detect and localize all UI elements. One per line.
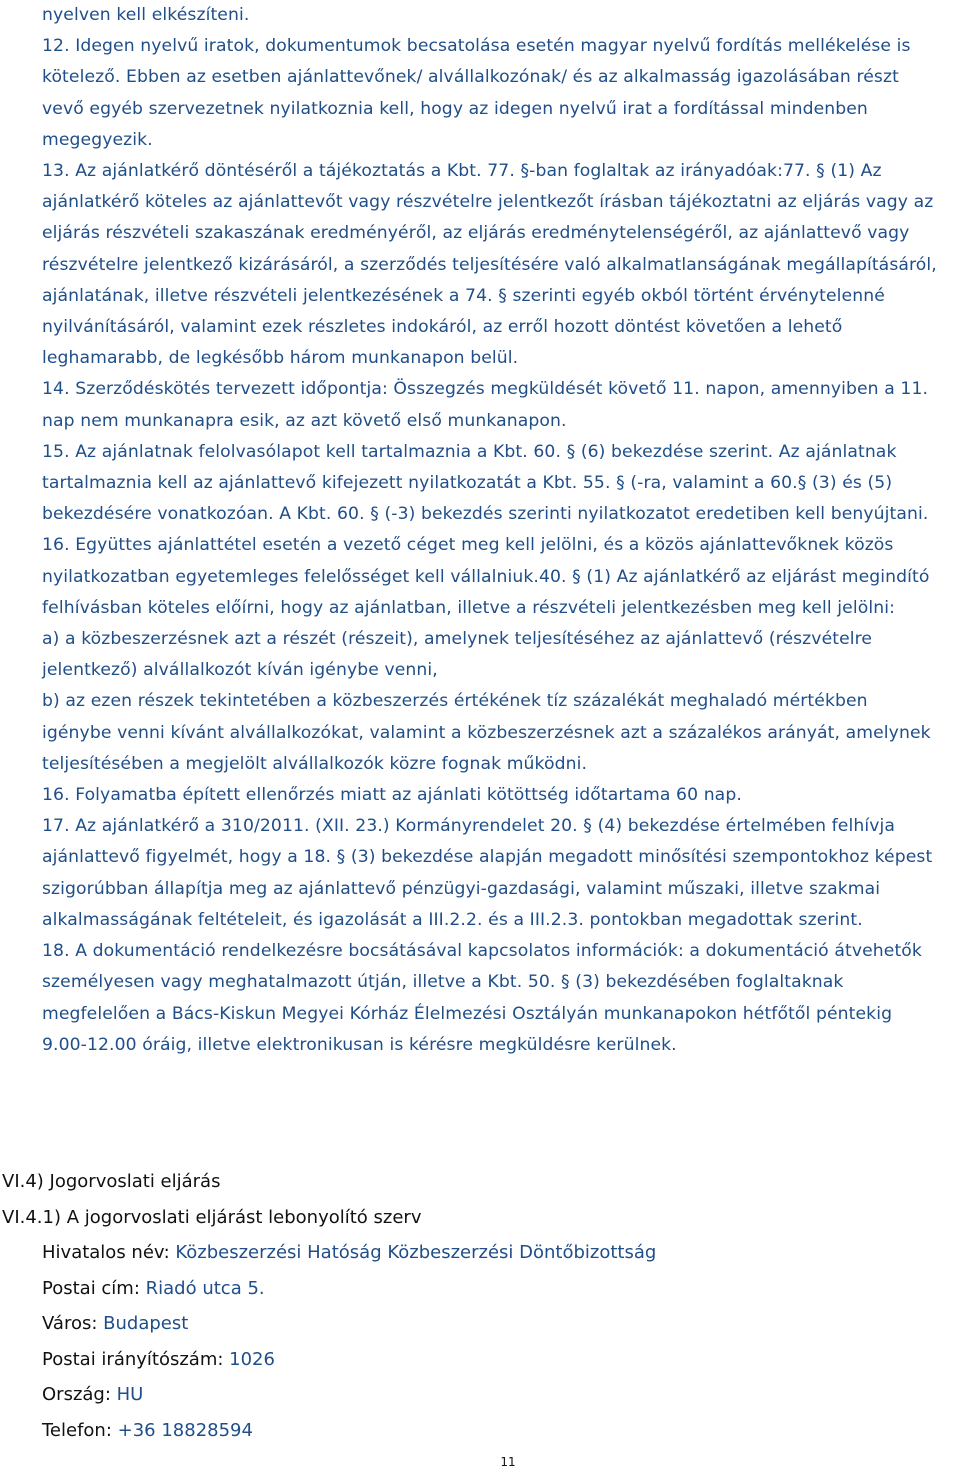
paragraph-17-qualification: 17. Az ajánlatkérő a 310/2011. (XII. 23.) Kormányrendelet 20. § (4) bekezdése értelmében felhívja ajánlattevő figyelmét, hogy a 18. § (3) bekezdése alapján megadott minősítési szempontokhoz képest szigorúbban állapítja meg az ajánlattevő pénzügyi-gazdasági, valamint műszaki, illetve szakmai alkalmasságának feltételeit, és igazolását a III.2.2. és a III.2.3. pontokban megadottak szerint.	[42, 816, 933, 930]
section-subheading: VI.4.1) A jogorvoslati eljárást lebonyolító szerv	[2, 1206, 422, 1228]
paragraph-18-documentation: 18. A dokumentáció rendelkezésre bocsátásával kapcsolatos információk: a dokumentáció átvehetők személyesen vagy meghatalmazott útján, illetve a Kbt. 50. § (3) bekezdésében foglaltaknak megfelelően a Bács-Kiskun Megyei Kórház Élelmezési Osztályán munkanapokon hétfőtől péntekig 9.00-12.00 óráig, illetve elektronikusan is kérésre megküldésre kerülnek.	[42, 941, 922, 1055]
field-postal-code	[0, 1342, 940, 1378]
paragraph-13-decision-notice: 13. Az ajánlatkérő döntéséről a tájékoztatás a Kbt. 77. §-ban foglaltak az irányadóak:77. § (1) Az ajánlatkérő köteles az ajánlattevőt vagy részvételre jelentkezőt írásban tájékoztatni az eljárás vagy az eljárás részvételi szakaszának eredményéről, az eljárás eredménytelenségéről, az ajánlattevő vagy részvételre jelentkező kizárásáról, a szerződés teljesítésére való alkalmatlanságának megállapításáról, ajánlatának, illetve részvételi jelentkezésének a 74. § szerinti egyéb okból történt érvénytelenné nyilvánításáról, valamint ezek részletes indokáról, az erről hozott döntést követően a lehető leghamarabb, de legkésőbb három munkanapon belül.	[42, 161, 937, 369]
field-value: Riadó utca 5.	[145, 1277, 265, 1299]
field-label: Város:	[42, 1313, 104, 1334]
paragraph-16-binding-period: 16. Folyamatba épített ellenőrzés miatt az ajánlati kötöttség időtartama 60 nap.	[42, 785, 742, 806]
field-label: Telefon:	[42, 1419, 118, 1441]
section-heading: VI.4) Jogorvoslati eljárás	[2, 1171, 221, 1192]
field-value: Közbeszerzési Hatóság Közbeszerzési Döntőbizottság	[175, 1242, 657, 1263]
paragraph-15-reading-sheet: 15. Az ajánlatnak felolvasólapot kell tartalmaznia a Kbt. 60. § (6) bekezdése szerint. Az ajánlatnak tartalmaznia kell az ajánlattevő kifejezett nyilatkozatát a Kbt. 55. § (-ra, valamint a 60.§ (3) és (5) bekezdésére vonatkozóan. A Kbt. 60. § (-3) bekezdés szerinti nyilatkozatot eredetiben kell benyújtani.	[42, 441, 929, 525]
field-value: Budapest	[103, 1313, 189, 1334]
field-label: Postai irányítószám:	[42, 1348, 230, 1370]
field-value: +36 18828594	[117, 1419, 253, 1441]
paragraph-16-joint-bid: 16. Együttes ajánlattétel esetén a vezető céget meg kell jelölni, és a közös ajánlattevőknek közös nyilatkozatban egyetemleges felelősséget kell vállalniuk.40. § (1) Az ajánlatkérő az eljárást megindító felhívásban köteles előírni, hogy az ajánlatban, illetve a részvételi jelentkezésben meg kell jelölni:	[42, 535, 930, 618]
field-city	[0, 1306, 940, 1342]
section-vi4	[0, 1164, 940, 1448]
paragraph-14-contract-date: 14. Szerződéskötés tervezett időpontja: Összegzés megküldését követő 11. napon, amennyiben a 11. nap nem munkanapra esik, az azt követő első munkanapon.	[42, 379, 929, 431]
field-country	[0, 1377, 940, 1413]
field-phone	[0, 1413, 940, 1449]
field-label: Ország:	[42, 1384, 117, 1405]
field-value: HU	[116, 1384, 144, 1405]
field-label: Postai cím:	[42, 1277, 146, 1299]
paragraph-item-b: b) az ezen részek tekintetében a közbeszerzés értékének tíz százalékát meghaladó mértékben igénybe venni kívánt alvállalkozókat, valamint a közbeszerzésnek azt a százalékos arányát, amelynek teljesítésében a megjelölt alvállalkozók közre fognak működni.	[42, 691, 931, 774]
field-value: 1026	[229, 1348, 275, 1370]
field-label: Hivatalos név:	[42, 1242, 176, 1263]
field-postal-address	[0, 1271, 940, 1307]
body-text	[42, 0, 942, 1061]
paragraph-12-foreign-documents: 12. Idegen nyelvű iratok, dokumentumok becsatolása esetén magyar nyelvű fordítás mellékelése is kötelező. Ebben az esetben ajánlattevőnek/ alvállalkozónak/ és az alkalmasság igazolásában részt vevő egyéb szervezetnek nyilatkoznia kell, hogy az idegen nyelvű irat a fordítással mindenben megegyezik.	[42, 36, 911, 150]
field-official-name	[0, 1235, 940, 1271]
page-number: 11	[500, 1455, 516, 1469]
paragraph-language-note: nyelven kell elkészíteni.	[42, 5, 250, 25]
paragraph-item-a: a) a közbeszerzésnek azt a részét (részeit), amelynek teljesítéséhez az ajánlattevő (részvételre jelentkező) alvállalkozót kíván igénybe venni,	[42, 629, 873, 681]
